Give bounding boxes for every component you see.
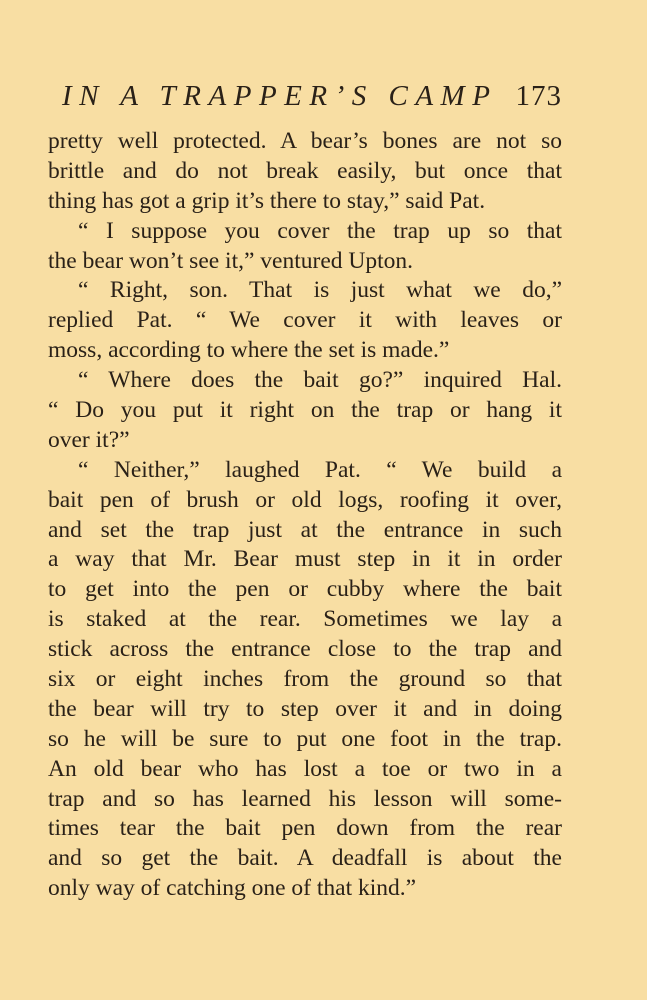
- text-line: An old bear who has lost a toe or two in a: [48, 755, 562, 782]
- text-line: is staked at the rear. Sometimes we lay a: [48, 606, 562, 633]
- text-line: and set the trap just at the entrance in such: [48, 516, 562, 543]
- text-line: and so get the bait. A deadfall is about the: [48, 845, 562, 872]
- text-line: times tear the bait pen down from the rear: [48, 815, 562, 842]
- text-line: only way of catching one of that kind.”: [48, 875, 417, 902]
- text-line: six or eight inches from the ground so that: [48, 666, 562, 693]
- text-line: “ Where does the bait go?” inquired Hal.: [78, 367, 562, 394]
- text-line: so he will be sure to put one foot in the trap.: [48, 725, 562, 752]
- text-line: a way that Mr. Bear must step in it in order: [48, 546, 562, 573]
- text-line: replied Pat. “ We cover it with leaves or: [48, 307, 562, 334]
- text-line: the bear won’t see it,” ventured Upton.: [48, 247, 414, 274]
- text-line: brittle and do not break easily, but once that: [48, 157, 562, 184]
- text-line: stick across the entrance close to the trap and: [48, 636, 562, 663]
- text-line: the bear will try to step over it and in doing: [48, 695, 562, 722]
- text-line: to get into the pen or cubby where the bait: [48, 576, 562, 603]
- text-line: over it?”: [48, 426, 130, 453]
- text-line: moss, according to where the set is made.”: [48, 337, 450, 364]
- text-line: “ Do you put it right on the trap or hang it: [48, 397, 562, 424]
- body-text: [48, 127, 562, 904]
- text-line: bait pen of brush or old logs, roofing it over,: [48, 486, 562, 513]
- text-line: thing has got a grip it’s there to stay,” said Pat.: [48, 187, 486, 214]
- running-head-title: IN A TRAPPER’S CAMP: [62, 80, 498, 112]
- text-line: “ Right, son. That is just what we do,”: [78, 277, 562, 304]
- page-number: 173: [515, 80, 562, 112]
- text-line: pretty well protected. A bear’s bones are not so: [48, 128, 562, 154]
- text-line: trap and so has learned his lesson will some-: [48, 785, 562, 812]
- running-head: [50, 78, 562, 114]
- text-line: “ I suppose you cover the trap up so that: [78, 217, 562, 244]
- text-line: “ Neither,” laughed Pat. “ We build a: [78, 456, 562, 483]
